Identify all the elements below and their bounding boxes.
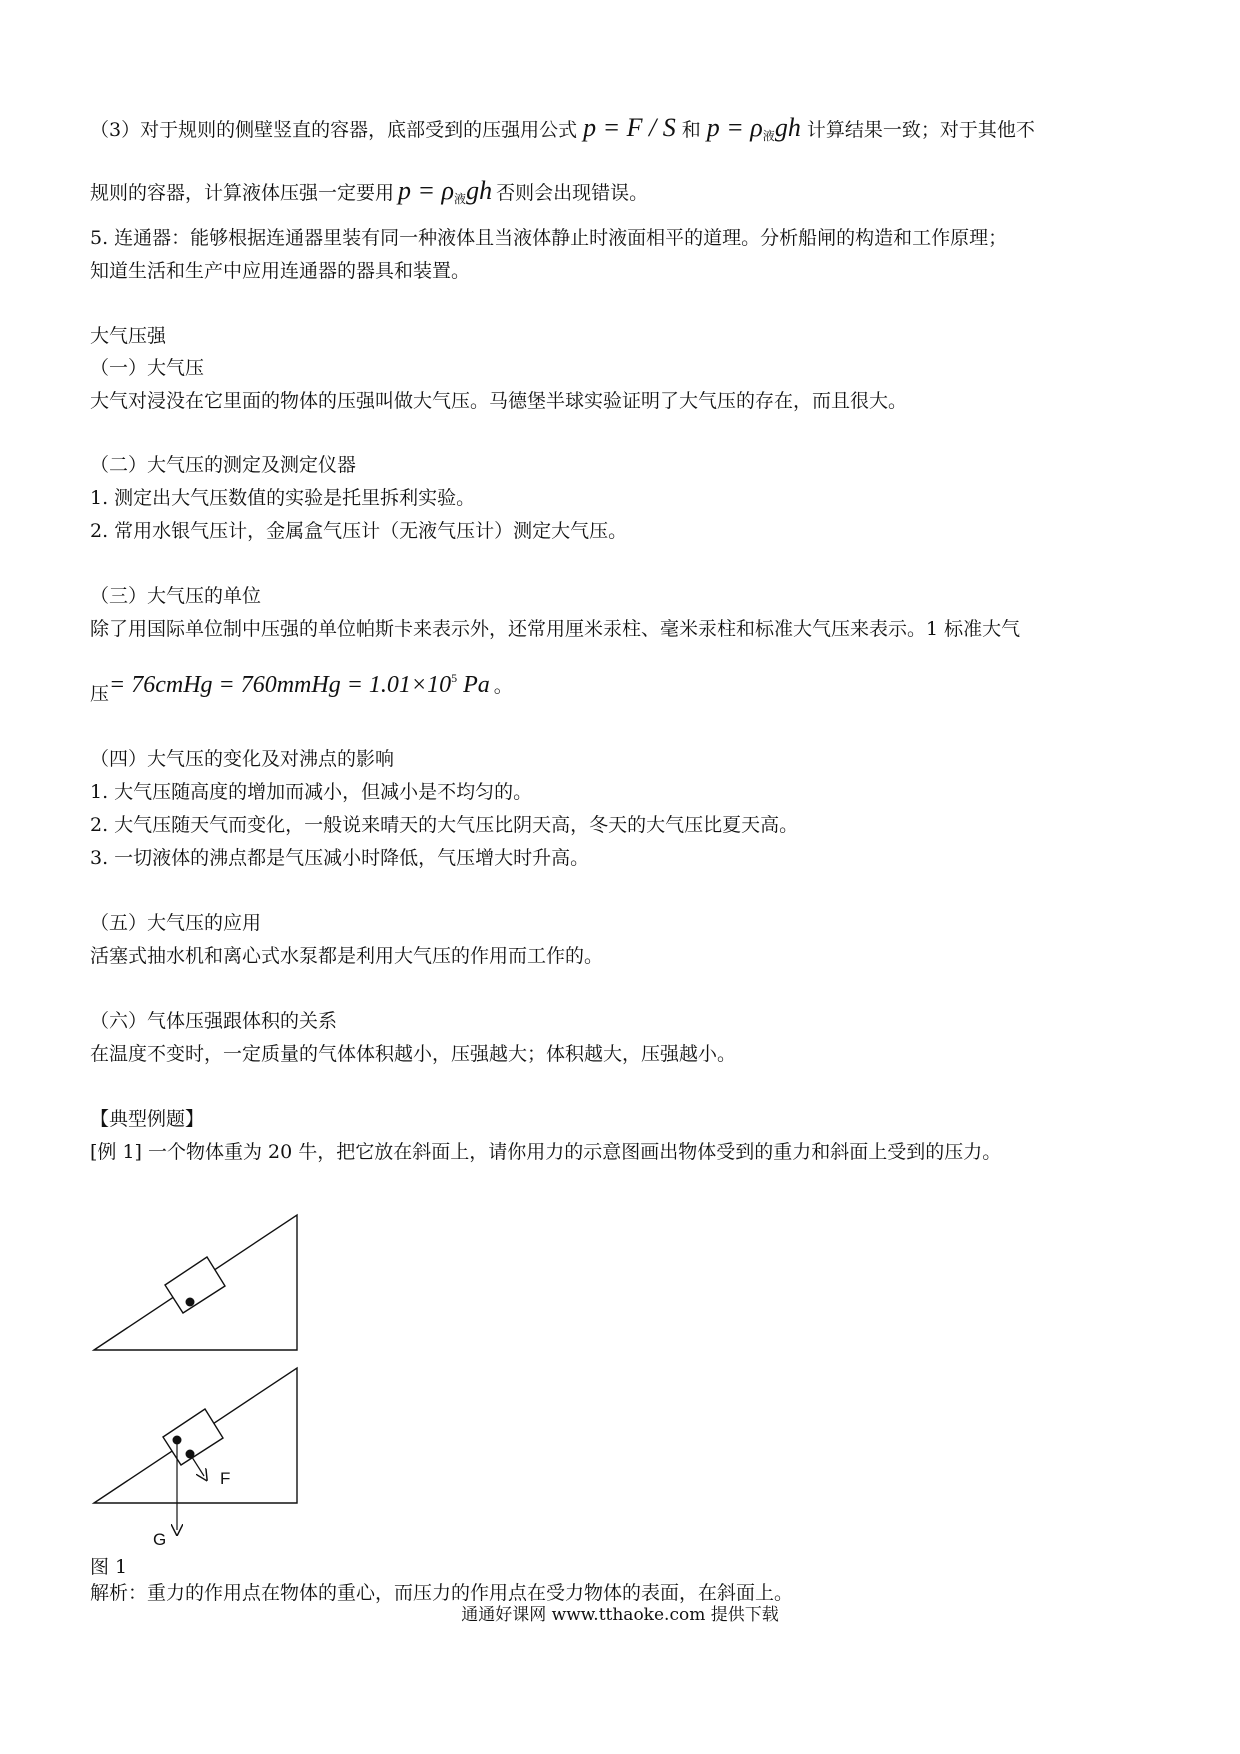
- item-3-text-c: 规则的容器，计算液体压强一定要用: [90, 182, 395, 204]
- subsection-3-text-b: 压: [90, 683, 110, 705]
- subsection-2-item-1: 1. 测定出大气压数值的实验是托里拆利实验。: [90, 487, 476, 509]
- item-5-line-1: 5. 连通器：能够根据连通器里装有同一种液体且当液体静止时液面相平的道理。分析船闸的构造和工作原理；: [90, 227, 1008, 249]
- subsection-4-item-3: 3. 一切液体的沸点都是气压减小时降低，气压增大时升高。: [90, 847, 590, 869]
- subsection-3-formula-line: [90, 663, 513, 709]
- subsection-6-text: 在温度不变时，一定质量的气体体积越小，压强越大；体积越大，压强越小。: [90, 1043, 737, 1065]
- subsection-1-title: （一）大气压: [90, 357, 205, 379]
- item-3-text-d: 否则会出现错误。: [496, 182, 649, 204]
- subsection-3-end: 。: [493, 675, 513, 697]
- pressure-force-arrow: [190, 1454, 204, 1476]
- item-3-line-1: [90, 113, 1035, 151]
- formula-p-f-s: p = F / S: [583, 113, 676, 142]
- subsection-2-item-2: 2. 常用水银气压计，金属盒气压计（无液气压计）测定大气压。: [90, 520, 628, 542]
- subsection-5-text: 活塞式抽水机和离心式水泵都是利用大气压的作用而工作的。: [90, 945, 604, 967]
- section-title: 大气压强: [90, 325, 167, 347]
- formula-p-rho-g-h: $p = \rho_液gh$: [706, 113, 801, 143]
- formula-p-rho-g-h-2: $p = \rho_液gh$: [398, 176, 493, 206]
- standard-atm-formula: = 76cmHg = 760mmHg = $1.01\times 10^5$ Pa: [109, 671, 490, 698]
- figure-1-diagram: [80, 1190, 320, 1550]
- incline-diagram-bottom: [94, 1368, 297, 1549]
- item-5-line-2: 知道生活和生产中应用连通器的器具和装置。: [90, 260, 471, 282]
- and-text: 和: [681, 119, 701, 141]
- label-G: G: [153, 1530, 167, 1549]
- item-3-text-a: （3）对于规则的侧壁竖直的容器，底部受到的压强用公式: [90, 119, 578, 141]
- example-1-question: [例 1] 一个物体重为 20 牛，把它放在斜面上，请你用力的示意图画出物体受到的重力和斜面上受到的压力。: [90, 1141, 1002, 1163]
- block-top-point: [186, 1298, 195, 1307]
- label-F: F: [220, 1469, 231, 1488]
- item-3-text-b: 计算结果一致；对于其他不: [806, 119, 1035, 141]
- incline-diagram-top: [94, 1215, 297, 1350]
- subsection-3-text-a: 除了用国际单位制中压强的单位帕斯卡来表示外，还常用厘米汞柱、毫米汞柱和标准大气压来表示。1 标准大气: [90, 618, 1021, 640]
- page-footer: 通通好课网 www.tthaoke.com 提供下载: [461, 1605, 779, 1625]
- subsection-4-title: （四）大气压的变化及对沸点的影响: [90, 748, 395, 770]
- analysis-text: 解析：重力的作用点在物体的重心，而压力的作用点在受力物体的表面，在斜面上。: [90, 1582, 794, 1604]
- item-3-line-2: [90, 176, 648, 214]
- subsection-3-title: （三）大气压的单位: [90, 585, 262, 607]
- subsection-4-item-2: 2. 大气压随天气而变化，一般说来晴天的大气压比阴天高，冬天的大气压比夏天高。: [90, 814, 799, 836]
- subsection-6-title: （六）气体压强跟体积的关系: [90, 1010, 338, 1032]
- subsection-1-text: 大气对浸没在它里面的物体的压强叫做大气压。马德堡半球实验证明了大气压的存在，而且很大。: [90, 390, 908, 412]
- block-top: [165, 1257, 225, 1313]
- subsection-4-item-1: 1. 大气压随高度的增加而减小，但减小是不均匀的。: [90, 781, 533, 803]
- subsection-2-title: （二）大气压的测定及测定仪器: [90, 454, 357, 476]
- figure-caption: 图 1: [90, 1556, 128, 1578]
- subsection-5-title: （五）大气压的应用: [90, 912, 262, 934]
- examples-title: 【典型例题】: [90, 1108, 205, 1130]
